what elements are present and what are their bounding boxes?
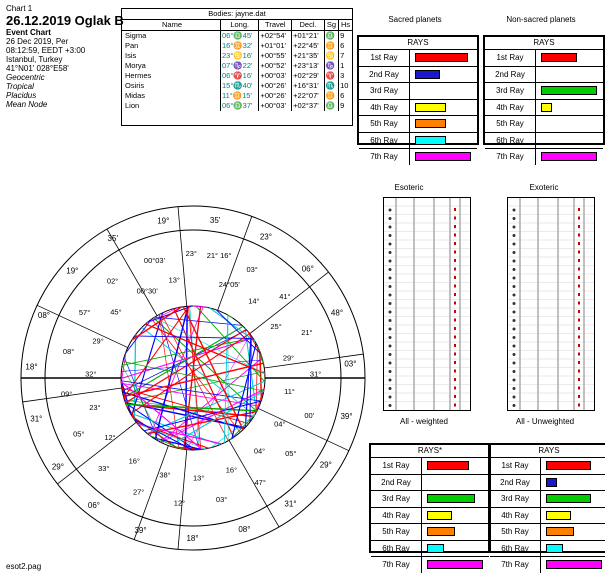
body-sg-cell: ♎ <box>324 101 338 111</box>
ray-bar <box>546 478 557 487</box>
col-long: Long. <box>221 20 259 31</box>
ray-label: 2nd Ray <box>371 475 422 491</box>
body-hs-cell: 3 <box>339 71 352 81</box>
ray-bar <box>541 152 597 161</box>
ray-row <box>485 149 603 165</box>
ray-label: 1st Ray <box>490 458 541 474</box>
planet-label: 16° <box>225 465 238 475</box>
body-row <box>122 61 352 71</box>
body-travel-cell: +00°55' <box>259 51 292 61</box>
ray-bar <box>546 494 591 503</box>
planet-label: 41° <box>279 291 291 301</box>
ray-bar <box>427 527 455 536</box>
planet-label: 13° <box>168 275 180 285</box>
body-sg-cell: ♏ <box>324 81 338 91</box>
planet-label: 29° <box>92 336 104 346</box>
ray-bar <box>427 461 469 470</box>
weighted-title: All - weighted <box>399 417 449 426</box>
cusp-label: 29° <box>51 462 64 472</box>
body-long-cell: 06°♈16' <box>221 71 259 81</box>
ray-label: 4th Ray <box>490 508 541 524</box>
aspect-lines <box>121 306 265 450</box>
ray-row <box>490 557 605 573</box>
ray-row <box>485 100 603 117</box>
planet-label: 02° <box>106 276 119 286</box>
ray-row <box>371 541 489 558</box>
col-sign: Sg <box>324 20 338 31</box>
exoteric-table <box>507 197 595 411</box>
col-house: Hs <box>339 20 352 31</box>
ray-row <box>490 541 605 558</box>
planet-label: 03° <box>215 495 228 505</box>
body-hs-cell: 6 <box>339 41 352 51</box>
body-travel-cell: +00°26' <box>259 81 292 91</box>
body-decl-cell: +01°21' <box>292 31 325 42</box>
small-table-graphic <box>384 198 470 410</box>
cusp-label: 18° <box>25 362 38 372</box>
event-place: Istanbul, Turkey <box>6 55 63 64</box>
nonsacred-title: Non-sacred planets <box>506 15 576 24</box>
body-row <box>122 51 352 61</box>
body-decl-cell: +21°35' <box>292 51 325 61</box>
cusp-label: 19° <box>157 216 170 226</box>
planet-label: 47° <box>254 477 266 487</box>
ray-bar <box>415 103 446 112</box>
planet-label: 29° <box>282 353 295 363</box>
ray-bar <box>541 103 552 112</box>
planet-label: 24°05' <box>218 279 240 289</box>
ray-row <box>359 50 477 67</box>
esoteric-title: Esoteric <box>394 183 424 192</box>
ray-label: 3rd Ray <box>359 83 410 99</box>
body-name-cell: Sigma <box>125 31 147 40</box>
body-hs-cell: 10 <box>339 81 352 91</box>
body-name-cell: Lion <box>125 101 140 110</box>
setting-mode: Tropical <box>6 82 34 91</box>
body-decl-cell: +22°07' <box>292 91 325 101</box>
ray-row <box>359 83 477 100</box>
chart-subtitle: Event Chart <box>6 28 51 37</box>
unweighted-title: All - Unweighted <box>515 417 575 426</box>
planet-label: 13° <box>193 473 205 483</box>
planet-label: 09° <box>60 389 73 399</box>
ray-bar <box>415 119 446 128</box>
planet-label: 00' <box>304 411 315 421</box>
bodies-title: Bodies: jayne.dat <box>122 9 352 20</box>
planet-label: 31° <box>309 369 322 379</box>
chart-wheel <box>8 200 368 560</box>
planet-label: 00°30' <box>136 286 158 296</box>
unweighted-rays-panel <box>488 443 605 569</box>
ray-row <box>359 116 477 133</box>
ray-label: 1st Ray <box>485 50 536 66</box>
planet-label: 12° <box>104 433 116 443</box>
planet-label: 11° <box>284 387 295 397</box>
ray-row <box>359 133 477 150</box>
cusp-label: 19° <box>66 266 79 276</box>
ray-row <box>490 491 605 508</box>
ray-bar <box>546 560 602 569</box>
ray-bar <box>415 136 446 145</box>
ray-row <box>371 475 489 492</box>
cusp-label: 06° <box>87 501 100 511</box>
ray-row <box>359 67 477 84</box>
esoteric-table <box>383 197 471 411</box>
body-long-cell: 07°♑22' <box>221 61 259 71</box>
ray-bar <box>546 544 563 553</box>
planet-label: 04° <box>274 419 286 429</box>
body-hs-cell: 1 <box>339 61 352 71</box>
body-travel-cell: +00°52' <box>259 61 292 71</box>
ray-bar <box>427 560 483 569</box>
body-long-cell: 23°♋16' <box>221 51 259 61</box>
body-name-cell: Morya <box>125 61 146 70</box>
ray-label: 1st Ray <box>359 50 410 66</box>
body-long-cell: 06°♎45' <box>221 31 259 42</box>
ray-label: 2nd Ray <box>359 67 410 83</box>
body-row <box>122 91 352 101</box>
ray-label: 2nd Ray <box>490 475 541 491</box>
ray-row <box>485 67 603 84</box>
planet-label: 38° <box>159 470 171 480</box>
planet-label: 45° <box>110 307 122 317</box>
planet-label: 21° 16° <box>206 250 232 260</box>
body-row <box>122 41 352 51</box>
body-sg-cell: ♎ <box>324 31 338 42</box>
sacred-title: Sacred planets <box>388 15 442 24</box>
ray-row <box>485 116 603 133</box>
ray-row <box>490 524 605 541</box>
rays-heading: RAYS <box>485 37 603 50</box>
planet-label: 23° <box>185 249 197 259</box>
ray-label: 5th Ray <box>485 116 536 132</box>
ray-label: 4th Ray <box>359 100 410 116</box>
ray-label: 1st Ray <box>371 458 422 474</box>
cusp-label: 06° <box>301 264 314 274</box>
body-sg-cell: ♊ <box>324 41 338 51</box>
setting-zodiac: Geocentric <box>6 73 45 82</box>
body-row <box>122 71 352 81</box>
nonsacred-rays-panel <box>483 35 605 161</box>
planet-label: 21° <box>301 327 313 337</box>
ray-bar <box>415 70 440 79</box>
body-sg-cell: ♑ <box>324 61 338 71</box>
weighted-rays-panel <box>369 443 491 569</box>
planet-label: 27° <box>132 487 145 497</box>
ray-row <box>371 557 489 573</box>
event-coords: 41°N01' 028°E58' <box>6 64 69 73</box>
body-hs-cell: 9 <box>339 31 352 42</box>
body-long-cell: 15°♏40' <box>221 81 259 91</box>
planet-label: 16° <box>128 456 140 466</box>
ray-bar <box>415 152 471 161</box>
body-hs-cell: 7 <box>339 51 352 61</box>
ray-bar <box>546 511 571 520</box>
body-decl-cell: +16°31' <box>292 81 325 91</box>
ray-row <box>485 83 603 100</box>
planet-label: 14° <box>248 296 260 306</box>
body-name-cell: Isis <box>125 51 137 60</box>
exoteric-title: Exoteric <box>529 183 559 192</box>
cusp-label: 03° <box>344 359 357 369</box>
planet-label: 08° <box>62 347 75 357</box>
ray-label: 7th Ray <box>359 149 410 165</box>
body-hs-cell: 6 <box>339 91 352 101</box>
rays-heading: RAYS* <box>371 445 489 458</box>
ray-label: 3rd Ray <box>490 491 541 507</box>
body-sg-cell: ♊ <box>324 91 338 101</box>
cusp-label: 35' <box>209 215 221 225</box>
body-travel-cell: +00°26' <box>259 91 292 101</box>
body-name-cell: Midas <box>125 91 146 100</box>
col-decl: Decl. <box>292 20 325 31</box>
cusp-label: 35' <box>107 233 118 243</box>
ray-label: 6th Ray <box>485 133 536 149</box>
ray-row <box>490 458 605 475</box>
planet-label: 23° <box>89 402 101 412</box>
ray-row <box>485 50 603 67</box>
ray-label: 7th Ray <box>485 149 536 165</box>
body-decl-cell: +23°13' <box>292 61 325 71</box>
cusp-label: 39° <box>134 525 147 535</box>
rays-heading: RAYS <box>359 37 477 50</box>
body-long-cell: 16°♊32' <box>221 41 259 51</box>
ray-row <box>485 133 603 150</box>
body-decl-cell: +02°37' <box>292 101 325 111</box>
body-sg-cell: ♈ <box>324 71 338 81</box>
body-travel-cell: +00°03' <box>259 71 292 81</box>
planet-label: 05° <box>73 429 85 439</box>
cusp-label: 48° <box>330 308 344 318</box>
ray-row <box>490 475 605 492</box>
ray-row <box>371 508 489 525</box>
body-row <box>122 81 352 91</box>
cusp-label: 31° <box>284 499 297 509</box>
body-row <box>122 31 352 42</box>
col-name: Name <box>122 20 221 31</box>
ray-bar <box>415 53 468 62</box>
col-travel: Travel <box>259 20 292 31</box>
ray-bar <box>546 527 574 536</box>
ray-bar <box>541 86 597 95</box>
chart-header <box>6 4 124 109</box>
event-time: 08:12:59, EEDT +3:00 <box>6 46 86 55</box>
cusp-label: 18° <box>186 533 199 543</box>
setting-node: Mean Node <box>6 100 48 109</box>
ray-row <box>359 149 477 165</box>
page-footer: esot2.pag <box>6 562 42 571</box>
body-hs-cell: 9 <box>339 101 352 111</box>
ray-label: 5th Ray <box>359 116 410 132</box>
ray-bar <box>427 544 444 553</box>
body-travel-cell: +02°54' <box>259 31 292 42</box>
ray-row <box>359 100 477 117</box>
small-table-graphic <box>508 198 594 410</box>
setting-houses: Placidus <box>6 91 37 100</box>
sacred-rays-panel <box>357 35 479 161</box>
body-sg-cell: ♋ <box>324 51 338 61</box>
body-travel-cell: +01°01' <box>259 41 292 51</box>
ray-bar <box>541 53 577 62</box>
cusp-label: 39° <box>340 411 353 421</box>
cusp-label: 08° <box>238 524 251 534</box>
ray-row <box>371 458 489 475</box>
ray-label: 7th Ray <box>371 557 422 573</box>
ray-bar <box>546 461 591 470</box>
planet-label: 32° <box>85 369 97 379</box>
rays-heading: RAYS <box>490 445 605 458</box>
ray-row <box>490 508 605 525</box>
ray-label: 7th Ray <box>490 557 541 573</box>
ray-label: 5th Ray <box>490 524 541 540</box>
chart-title: 26.12.2019 Oglak B <box>6 13 124 28</box>
body-row <box>122 101 352 111</box>
ray-row <box>371 524 489 541</box>
planet-label: 25° <box>270 321 282 331</box>
ray-bar <box>427 511 452 520</box>
ray-label: 6th Ray <box>490 541 541 557</box>
body-name-cell: Osiris <box>125 81 145 90</box>
cusp-label: 31° <box>30 414 43 424</box>
cusp-label: 29° <box>319 460 332 470</box>
body-decl-cell: +02°29' <box>292 71 325 81</box>
planet-label: 03° <box>246 265 258 275</box>
body-travel-cell: +00°03' <box>259 101 292 111</box>
ray-label: 3rd Ray <box>371 491 422 507</box>
planet-label: 57° <box>78 307 91 317</box>
ray-row <box>371 491 489 508</box>
ray-label: 3rd Ray <box>485 83 536 99</box>
ray-label: 2nd Ray <box>485 67 536 83</box>
planet-label: 00°03' <box>143 255 166 265</box>
body-decl-cell: +22°45' <box>292 41 325 51</box>
ray-label: 4th Ray <box>371 508 422 524</box>
ray-label: 6th Ray <box>371 541 422 557</box>
wheel-labels <box>25 216 356 543</box>
cusp-label: 23° <box>259 232 272 242</box>
event-date: 26 Dec 2019, Per <box>6 37 69 46</box>
ray-label: 5th Ray <box>371 524 422 540</box>
planet-label: 04° <box>253 446 266 456</box>
chart-number: Chart 1 <box>6 4 33 13</box>
body-name-cell: Pan <box>125 41 139 50</box>
body-long-cell: 11°♊15' <box>221 91 259 101</box>
cusp-label: 08° <box>37 311 51 321</box>
ray-bar <box>427 494 475 503</box>
bodies-table <box>121 8 353 126</box>
planet-label: 33° <box>98 463 110 473</box>
body-long-cell: 06°♎37' <box>221 101 259 111</box>
ray-label: 4th Ray <box>485 100 536 116</box>
bodies-header-row <box>122 20 352 31</box>
ray-label: 6th Ray <box>359 133 410 149</box>
planet-label: 12° <box>173 498 186 508</box>
body-name-cell: Hermes <box>125 71 152 80</box>
planet-label: 05° <box>285 448 297 458</box>
